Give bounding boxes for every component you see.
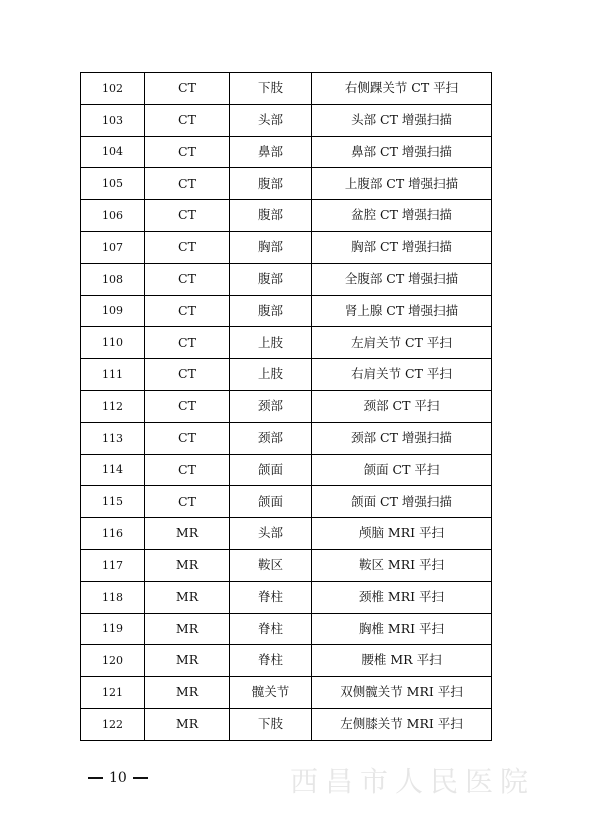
table-row bbox=[81, 581, 492, 613]
table-row bbox=[81, 422, 492, 454]
modality-cell: CT bbox=[145, 422, 230, 454]
body-part-cell: 上肢 bbox=[230, 359, 312, 391]
row-number-cell: 120 bbox=[81, 645, 145, 677]
table-row bbox=[81, 645, 492, 677]
exam-name-cell: 上腹部 CT 增强扫描 bbox=[312, 168, 492, 200]
body-part-cell: 下肢 bbox=[230, 73, 312, 105]
table-row bbox=[81, 295, 492, 327]
table-row bbox=[81, 518, 492, 550]
body-part-cell: 腹部 bbox=[230, 263, 312, 295]
hospital-watermark: 西昌市人民医院 bbox=[290, 765, 536, 798]
exam-name-cell: 颅脑 MRI 平扫 bbox=[312, 518, 492, 550]
exam-name-cell: 颈椎 MRI 平扫 bbox=[312, 581, 492, 613]
exam-name-cell: 胸部 CT 增强扫描 bbox=[312, 231, 492, 263]
exam-name-cell: 颈部 CT 平扫 bbox=[312, 390, 492, 422]
body-part-cell: 脊柱 bbox=[230, 613, 312, 645]
table-row bbox=[81, 454, 492, 486]
row-number-cell: 108 bbox=[81, 263, 145, 295]
row-number-cell: 116 bbox=[81, 518, 145, 550]
exam-name-cell: 头部 CT 增强扫描 bbox=[312, 104, 492, 136]
table-row bbox=[81, 231, 492, 263]
modality-cell: CT bbox=[145, 104, 230, 136]
exam-name-cell: 右侧踝关节 CT 平扫 bbox=[312, 73, 492, 105]
table-row bbox=[81, 486, 492, 518]
modality-cell: CT bbox=[145, 73, 230, 105]
body-part-cell: 上肢 bbox=[230, 327, 312, 359]
modality-cell: CT bbox=[145, 200, 230, 232]
exam-name-cell: 颈部 CT 增强扫描 bbox=[312, 422, 492, 454]
row-number-cell: 114 bbox=[81, 454, 145, 486]
body-part-cell: 颌面 bbox=[230, 454, 312, 486]
body-part-cell: 腹部 bbox=[230, 168, 312, 200]
modality-cell: MR bbox=[145, 677, 230, 709]
modality-cell: CT bbox=[145, 327, 230, 359]
page-number: 10 bbox=[109, 770, 127, 786]
footer-dash-left bbox=[88, 777, 103, 778]
row-number-cell: 118 bbox=[81, 581, 145, 613]
row-number-cell: 117 bbox=[81, 549, 145, 581]
table-row bbox=[81, 136, 492, 168]
row-number-cell: 121 bbox=[81, 677, 145, 709]
modality-cell: CT bbox=[145, 486, 230, 518]
row-number-cell: 103 bbox=[81, 104, 145, 136]
body-part-cell: 腹部 bbox=[230, 295, 312, 327]
footer-dash-right bbox=[133, 777, 148, 778]
modality-cell: CT bbox=[145, 136, 230, 168]
exam-name-cell: 双侧髋关节 MRI 平扫 bbox=[312, 677, 492, 709]
modality-cell: CT bbox=[145, 168, 230, 200]
row-number-cell: 113 bbox=[81, 422, 145, 454]
table-row bbox=[81, 200, 492, 232]
body-part-cell: 颈部 bbox=[230, 390, 312, 422]
modality-cell: CT bbox=[145, 454, 230, 486]
body-part-cell: 脊柱 bbox=[230, 581, 312, 613]
row-number-cell: 112 bbox=[81, 390, 145, 422]
modality-cell: MR bbox=[145, 645, 230, 677]
table-row bbox=[81, 677, 492, 709]
modality-cell: MR bbox=[145, 708, 230, 740]
exam-name-cell: 右肩关节 CT 平扫 bbox=[312, 359, 492, 391]
exam-name-cell: 胸椎 MRI 平扫 bbox=[312, 613, 492, 645]
table-row bbox=[81, 327, 492, 359]
row-number-cell: 107 bbox=[81, 231, 145, 263]
table-row bbox=[81, 73, 492, 105]
modality-cell: MR bbox=[145, 518, 230, 550]
row-number-cell: 110 bbox=[81, 327, 145, 359]
modality-cell: MR bbox=[145, 613, 230, 645]
table-row bbox=[81, 549, 492, 581]
body-part-cell: 髋关节 bbox=[230, 677, 312, 709]
body-part-cell: 颈部 bbox=[230, 422, 312, 454]
modality-cell: MR bbox=[145, 581, 230, 613]
row-number-cell: 102 bbox=[81, 73, 145, 105]
exam-name-cell: 肾上腺 CT 增强扫描 bbox=[312, 295, 492, 327]
exam-name-cell: 鞍区 MRI 平扫 bbox=[312, 549, 492, 581]
body-part-cell: 颌面 bbox=[230, 486, 312, 518]
exam-name-cell: 颌面 CT 增强扫描 bbox=[312, 486, 492, 518]
exam-name-cell: 左侧膝关节 MRI 平扫 bbox=[312, 708, 492, 740]
row-number-cell: 111 bbox=[81, 359, 145, 391]
exam-items-table bbox=[80, 72, 492, 741]
row-number-cell: 115 bbox=[81, 486, 145, 518]
body-part-cell: 脊柱 bbox=[230, 645, 312, 677]
body-part-cell: 鞍区 bbox=[230, 549, 312, 581]
exam-name-cell: 全腹部 CT 增强扫描 bbox=[312, 263, 492, 295]
body-part-cell: 胸部 bbox=[230, 231, 312, 263]
table-row bbox=[81, 613, 492, 645]
row-number-cell: 119 bbox=[81, 613, 145, 645]
body-part-cell: 头部 bbox=[230, 518, 312, 550]
table-row bbox=[81, 359, 492, 391]
body-part-cell: 下肢 bbox=[230, 708, 312, 740]
table-row bbox=[81, 390, 492, 422]
table-row bbox=[81, 104, 492, 136]
exam-name-cell: 鼻部 CT 增强扫描 bbox=[312, 136, 492, 168]
exam-name-cell: 盆腔 CT 增强扫描 bbox=[312, 200, 492, 232]
exam-name-cell: 颌面 CT 平扫 bbox=[312, 454, 492, 486]
row-number-cell: 106 bbox=[81, 200, 145, 232]
row-number-cell: 122 bbox=[81, 708, 145, 740]
modality-cell: CT bbox=[145, 390, 230, 422]
table-body bbox=[81, 73, 492, 741]
exam-name-cell: 左肩关节 CT 平扫 bbox=[312, 327, 492, 359]
row-number-cell: 104 bbox=[81, 136, 145, 168]
table-row bbox=[81, 708, 492, 740]
row-number-cell: 109 bbox=[81, 295, 145, 327]
page-footer bbox=[88, 770, 148, 786]
table-row bbox=[81, 168, 492, 200]
body-part-cell: 腹部 bbox=[230, 200, 312, 232]
row-number-cell: 105 bbox=[81, 168, 145, 200]
body-part-cell: 头部 bbox=[230, 104, 312, 136]
modality-cell: CT bbox=[145, 295, 230, 327]
modality-cell: CT bbox=[145, 263, 230, 295]
exam-name-cell: 腰椎 MR 平扫 bbox=[312, 645, 492, 677]
modality-cell: CT bbox=[145, 359, 230, 391]
body-part-cell: 鼻部 bbox=[230, 136, 312, 168]
modality-cell: CT bbox=[145, 231, 230, 263]
table-row bbox=[81, 263, 492, 295]
modality-cell: MR bbox=[145, 549, 230, 581]
